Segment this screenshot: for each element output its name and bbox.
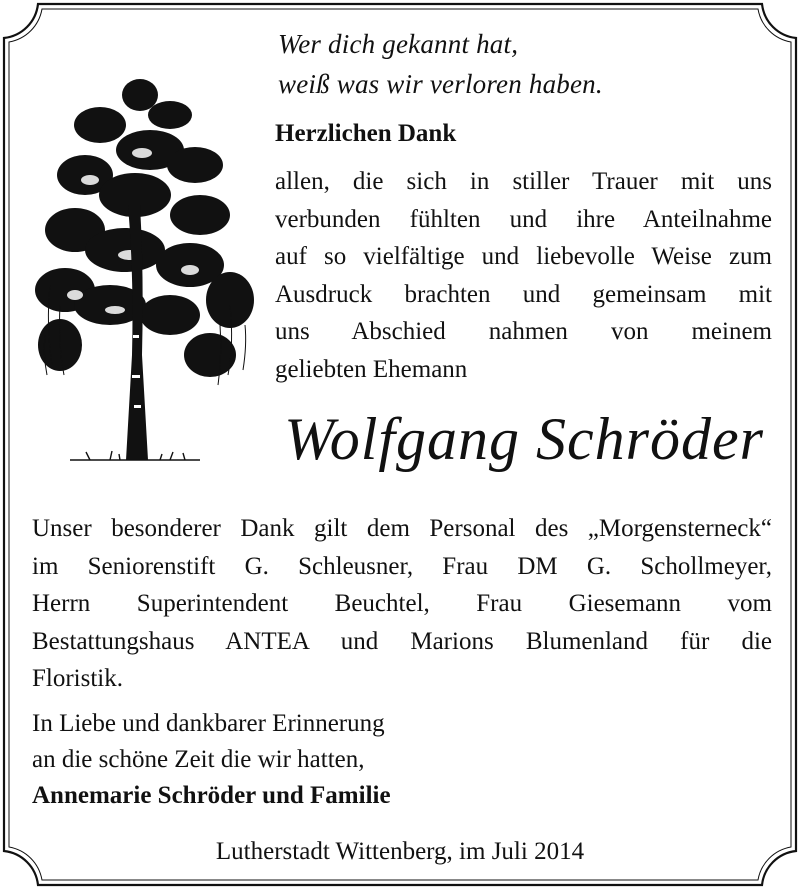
- thanks-line: Bestattungshaus ANTEA und Marions Blumenland für die: [32, 627, 772, 655]
- signature: Annemarie Schröder und Familie: [32, 782, 391, 809]
- intro-line: Ausdruck brachten und gemeinsam mit: [275, 280, 772, 308]
- intro-paragraph: [275, 163, 772, 389]
- thanks-line: Floristik.: [32, 665, 123, 693]
- intro-line: auf so vielfältige und liebevolle Weise zum: [275, 243, 772, 271]
- intro-line: verbunden fühlten und ihre Anteilnahme: [275, 205, 772, 233]
- special-thanks-paragraph: [32, 510, 772, 698]
- intro-line: uns Abschied nahmen von meinem: [275, 318, 772, 346]
- thanks-line: im Seniorenstift G. Schleusner, Frau DM G. Schollmeyer,: [32, 552, 772, 580]
- thanks-heading: Herzlichen Dank: [275, 120, 457, 147]
- closing-line-2: an die schöne Zeit die wir hatten,: [32, 746, 365, 773]
- memorial-quote: [278, 24, 603, 104]
- quote-line-2: weiß was wir verloren haben.: [278, 69, 603, 99]
- thanks-line: Unser besonderer Dank gilt dem Personal des „Morgensterneck“: [32, 515, 772, 542]
- closing-block: [32, 706, 391, 814]
- thanks-line: Herrn Superintendent Beuchtel, Frau Giesemann vom: [32, 590, 772, 618]
- place-date: Lutherstadt Wittenberg, im Juli 2014: [215, 838, 585, 865]
- intro-line: geliebten Ehemann: [275, 355, 468, 383]
- quote-line-1: Wer dich gekannt hat,: [278, 29, 519, 59]
- closing-line-1: In Liebe und dankbarer Erinnerung: [32, 710, 385, 737]
- intro-line: allen, die sich in stiller Trauer mit uns: [275, 168, 772, 195]
- deceased-name: Wolfgang Schröder: [284, 406, 764, 472]
